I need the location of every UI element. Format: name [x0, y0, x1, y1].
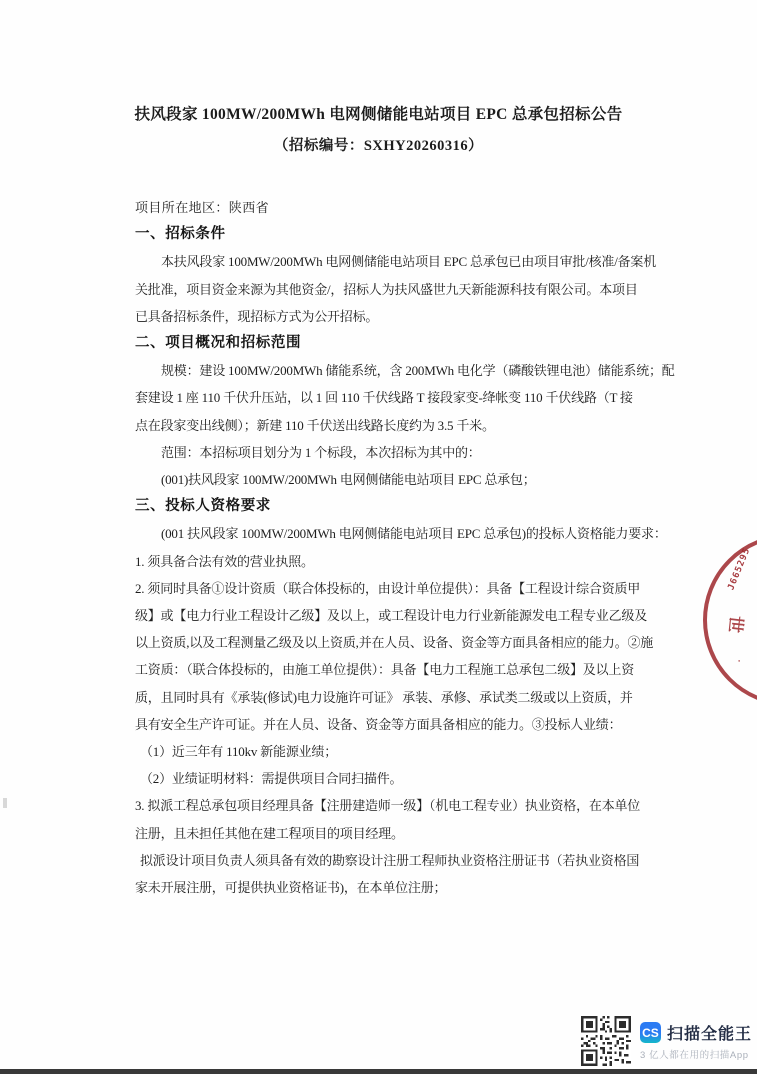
text-line: 工资质：（联合体投标的，由施工单位提供）：具备【电力工程施工总承包二级】及以上资	[135, 662, 635, 678]
document-title: 扶风段家 100MW/200MWh 电网侧储能电站项目 EPC 总承包招标公告	[134, 106, 623, 123]
text-line: (001)扶风段家 100MW/200MWh 电网侧储能电站项目 EPC 总承包；	[161, 472, 536, 488]
stamp-dot: ·	[733, 656, 744, 667]
text-line: 3. 拟派工程总承包项目经理具备【注册建造师一级】（机电工程专业）执业资格，在本单位	[135, 798, 641, 814]
stamp-serial-text: J665295	[726, 546, 753, 592]
watermark-app-name: 扫描全能王	[666, 1026, 752, 1043]
text-line: （2）业绩证明材料：需提供项目合同扫描件。	[140, 771, 403, 787]
text-line: 套建设 1 座 110 千伏升压站，以 1 回 110 千伏线路 T 接段家变-绛帐变 110 千伏线路（T 接	[135, 390, 633, 406]
text-line: （1）近三年有 110kv 新能源业绩；	[140, 744, 338, 760]
text-line: 项目所在地区：陕西省	[135, 200, 270, 215]
document-subtitle: （招标编号：SXHY20260316）	[273, 138, 484, 154]
text-line: 级】或【电力行业工程设计乙级】及以上，或工程设计电力行业新能源发电工程专业乙级及	[135, 608, 648, 624]
text-line: 本扶风段家 100MW/200MWh 电网侧储能电站项目 EPC 总承包已由项目审批/核准/备案机	[161, 254, 657, 270]
text-line: 1. 须具备合法有效的营业执照。	[135, 553, 314, 569]
text-line: 拟派设计项目负责人须具备有效的勘察设计注册工程师执业资格注册证书（若执业资格国	[140, 852, 640, 868]
text-line: 二、项目概况和招标范围	[135, 335, 302, 352]
watermark-tagline: 3 亿人都在用的扫描App	[639, 1050, 749, 1061]
text-line: 以上资质,以及工程测量乙级及以上资质,并在人员、设备、资金等方面具备相应的能力。②施	[135, 635, 654, 651]
scan-artifact	[3, 798, 7, 808]
red-seal-stamp	[703, 534, 757, 706]
text-line: 三、投标人资格要求	[135, 498, 271, 515]
text-line: 具有安全生产许可证。并在人员、设备、资金等方面具备相应的能力。③投标人业绩：	[135, 716, 622, 732]
text-line: 范围：本招标项目划分为 1 个标段，本次招标为其中的：	[161, 444, 481, 460]
scan-edge	[0, 1069, 757, 1074]
camscanner-logo-icon: CS	[640, 1022, 661, 1043]
text-line: 点在段家变出线侧）；新建 110 千伏送出线路长度约为 3.5 千米。	[135, 417, 495, 433]
text-line: (001 扶风段家 100MW/200MWh 电网侧储能电站项目 EPC 总承包)的投标人资格能力要求：	[161, 526, 667, 542]
watermark-text-block	[640, 1021, 752, 1061]
text-line: 质，且同时具有《承装(修试)电力设施许可证》 承装、承修、承试类二级或以上资质，并	[135, 689, 633, 705]
camscanner-watermark	[581, 1016, 752, 1066]
text-line: 已具备招标条件，现招标方式为公开招标。	[135, 308, 379, 324]
text-line: 一、招标条件	[135, 226, 226, 243]
text-line: 规模：建设 100MW/200MWh 储能系统，含 200MWh 电化学（磷酸铁锂电池）储能系统；配	[161, 363, 675, 379]
text-line: 关批准，项目资金来源为其他资金/，招标人为扶风盛世九天新能源科技有限公司。本项目	[135, 281, 638, 297]
qr-code-icon	[581, 1016, 631, 1066]
text-line: 注册，且未担任其他在建工程项目的项目经理。	[135, 825, 404, 841]
stamp-glyph: 世	[725, 614, 746, 634]
text-line: 2. 须同时具备①设计资质（联合体投标的，由设计单位提供）：具备【工程设计综合资质甲	[135, 580, 641, 596]
text-line: 家未开展注册，可提供执业资格证书)，在本单位注册；	[135, 880, 447, 896]
document-body	[135, 194, 675, 901]
